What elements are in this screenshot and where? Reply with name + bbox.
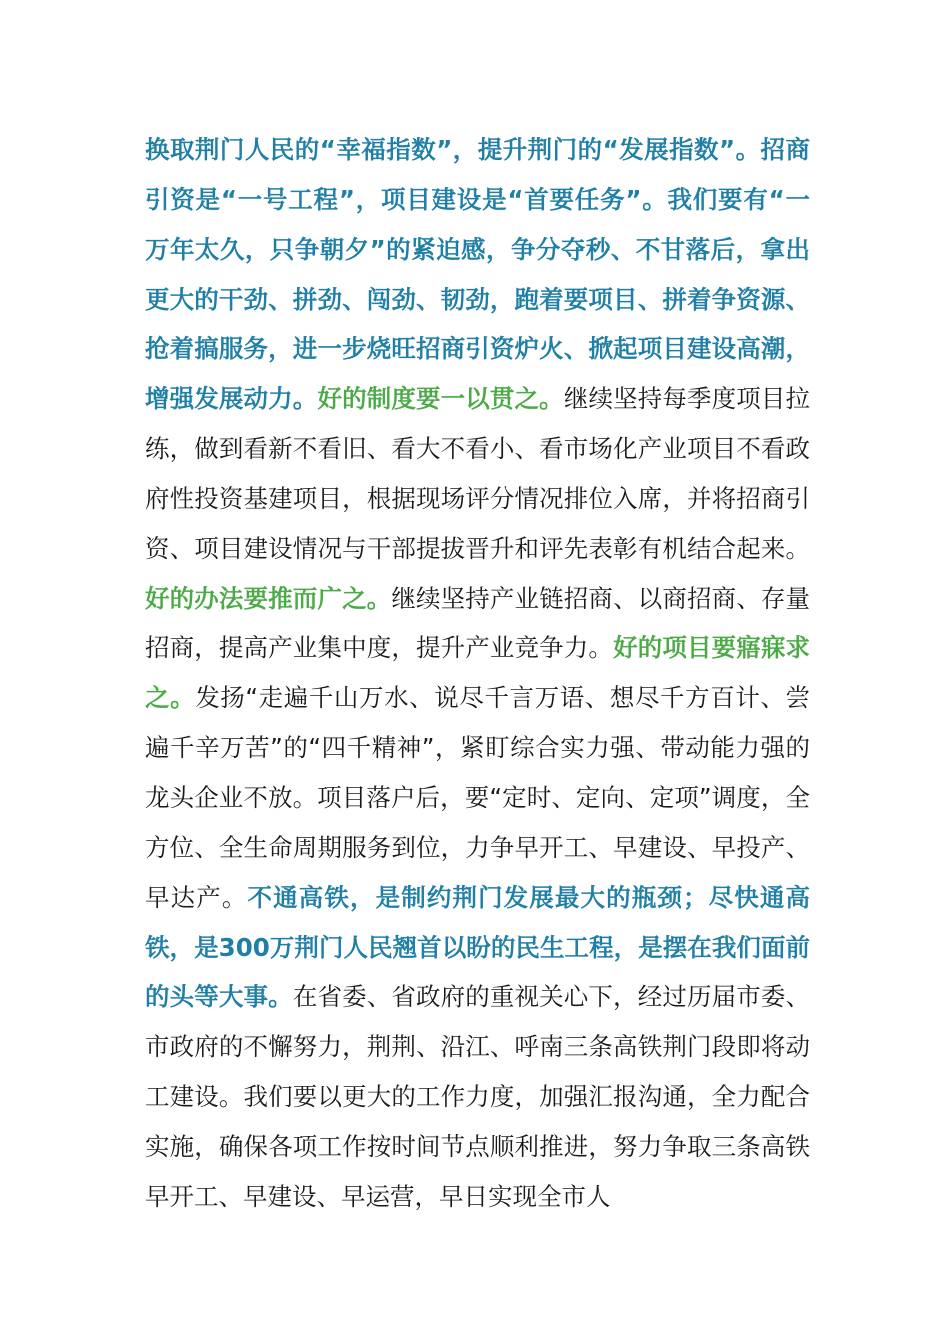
emphasis-investment-passage: 换取荆门人民的“幸福指数”，提升荆门的“发展指数”。招商引资是“一号工程”，项目建设是“首要任务”。我们要有“一万年太久，只争朝夕”的紧迫感，争分夺秒、不甘落后，拿出更大的干劲、拼劲、闯劲、韧劲，跑着要项目、拼着争资源、抢着搞服务，进一步烧旺招商引资炉火、掀起项目建设高潮，增强发展动力。 bbox=[145, 135, 810, 414]
text-chain-investment: 继续坚持产业链招商、以商招商、存量招商，提高产业集中度，提升产业竞争力。 bbox=[145, 583, 811, 663]
body-paragraph bbox=[145, 125, 810, 1222]
text-quarterly-inspection: 继续坚持每季度项目拉练，做到看新不看旧、看大不看小、看市场化产业项目不看政府性投资基建项目，根据现场评分情况排位入席，并将招商引资、项目建设情况与干部提拔晋升和评先表彰有机结合起来。 bbox=[145, 384, 811, 563]
text-four-thousand-spirit: 发扬“走遍千山万水、说尽千言万语、想尽千方百计、尝遍千辛万苦”的“四千精神”，紧盯综合实力强、带动能力强的龙头企业不放。项目落户后，要“定时、定向、定项”调度，全方位、全生命周期服务到位，力争早开工、早建设、早投产、早达产。 bbox=[145, 683, 810, 912]
emphasis-high-speed-rail: 不通高铁，是制约荆门发展最大的瓶颈；尽快通高铁，是300万荆门人民翘首以盼的民生工程，是摆在我们面前的头等大事。 bbox=[145, 882, 811, 1012]
heading-good-project: 好的项目要寤寐求之。 bbox=[145, 633, 811, 713]
heading-good-method: 好的办法要推而广之。 bbox=[145, 583, 392, 613]
heading-good-system: 好的制度要一以贯之。 bbox=[317, 384, 564, 414]
text-rail-construction: 在省委、省政府的重视关心下，经过历届市委、市政府的不懈努力，荆荆、沿江、呼南三条高铁荆门段即将动工建设。我们要以更大的工作力度，加强汇报沟通，全力配合实施，确保各项工作按时间节点顺利推进，努力争取三条高铁早开工、早建设、早运营，早日实现全市人 bbox=[145, 982, 811, 1211]
